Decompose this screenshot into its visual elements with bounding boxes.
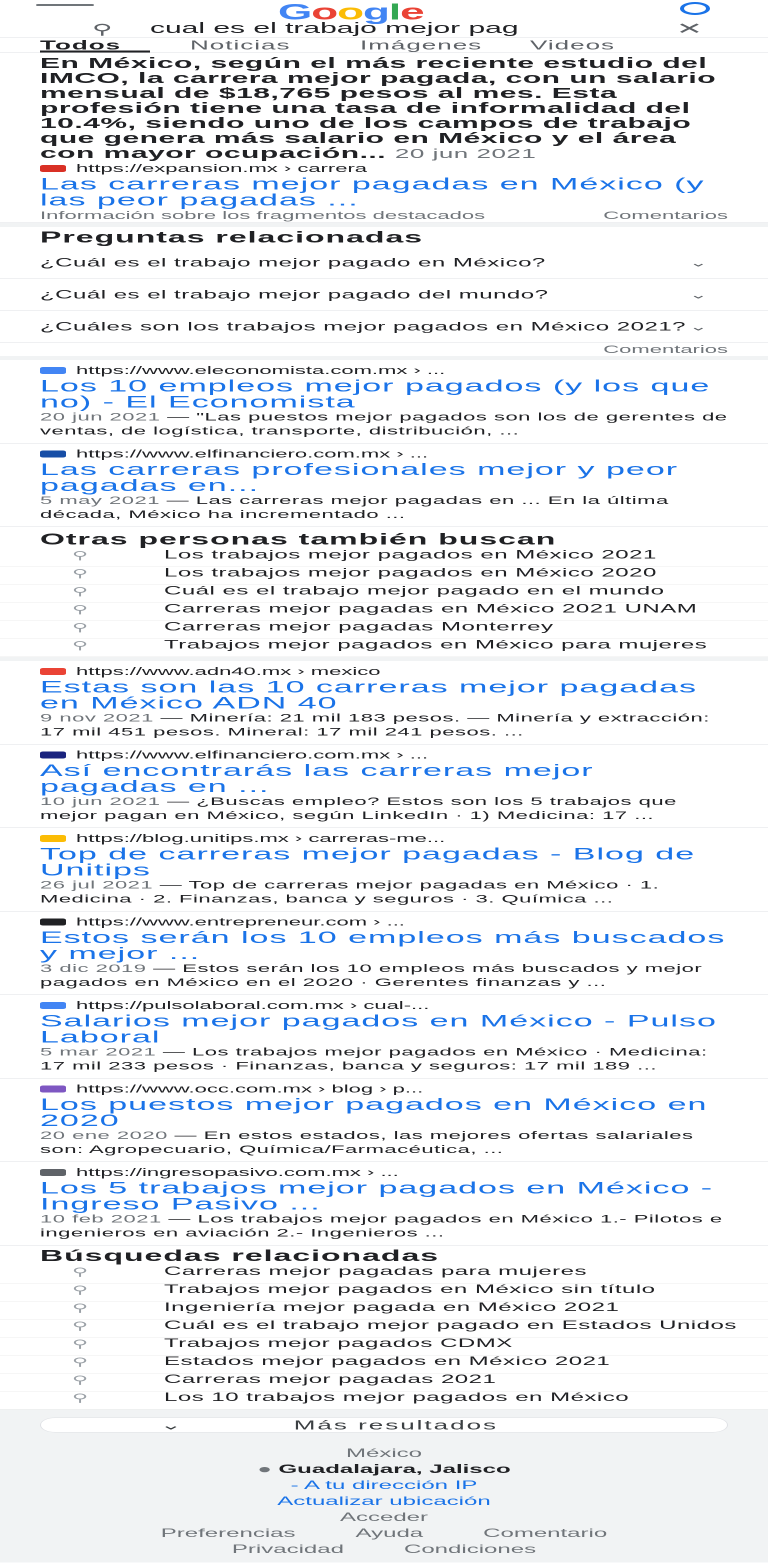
related-search-item[interactable]: ⚲ Estados mejor pagados en México 2021: [0, 1356, 768, 1374]
result-title[interactable]: Top de carreras mejor pagadas - Blog de Unitips: [40, 844, 696, 880]
related-search-item[interactable]: ⚲ Ingeniería mejor pagada en México 2021: [0, 1302, 768, 1320]
search-icon: ⚲: [72, 1283, 89, 1296]
result-url[interactable]: https://pulsolaboral.com.mx › cual-...: [40, 998, 728, 1013]
result-snippet: 20 ene 2020 — En estos estados, las mejores ofertas salariales son: Agropecuario, Química/Farmacéutica, ...: [40, 1129, 694, 1156]
footer-location: ● Guadalajara, Jalisco: [257, 1462, 511, 1476]
search-icon: ⚲: [72, 1301, 89, 1314]
featured-text: En México, según el más reciente estudio del IMCO, la carrera mejor pagada, con un salario mensual de $18,765 pesos al mes. Esta profesión tiene una tasa de informalidad del 10.4%, siendo uno de los campos de trabajo que genera más salario en México y el área con mayor ocupación... 20 jun 2021: [40, 55, 717, 162]
search-result: [0, 1162, 768, 1246]
chevron-down-icon: ⌄: [159, 1417, 184, 1433]
result-url[interactable]: https://www.eleconomista.com.mx › ...: [40, 363, 728, 378]
search-icon: ⚲: [72, 549, 89, 562]
search-icon: ⚲: [72, 585, 89, 598]
related-searches-heading: Búsquedas relacionadas: [40, 1246, 440, 1265]
search-input[interactable]: cual es el trabajo mejor pag: [150, 20, 519, 37]
people-search-item[interactable]: ⚲ Carreras mejor pagadas en México 2021 UNAM: [0, 603, 768, 621]
more-results-button[interactable]: ⌄ Más resultados: [40, 1418, 728, 1433]
people-search-item[interactable]: ⚲ Los trabajos mejor pagados en México 2020: [0, 567, 768, 585]
site-favicon: [40, 1002, 66, 1009]
result-title[interactable]: Estos serán los 10 empleos más buscados y mejor ...: [40, 928, 726, 963]
site-favicon: [40, 919, 66, 926]
related-search-item[interactable]: ⚲ Trabajos mejor pagados CDMX: [0, 1338, 768, 1356]
search-icon: ⚲: [72, 1373, 89, 1386]
tab-imagenes[interactable]: Imágenes: [360, 37, 483, 53]
location-dot-icon: ●: [257, 1462, 272, 1476]
footer-country: México: [345, 1446, 423, 1460]
tab-videos[interactable]: Videos: [530, 37, 616, 53]
search-bar[interactable]: [0, 17, 768, 38]
featured-title[interactable]: Las carreras mejor pagadas en México (y las peor pagadas ...: [40, 174, 705, 210]
related-question[interactable]: ¿Cuál es el trabajo mejor pagado del mundo? ⌄: [0, 279, 768, 311]
related-search-item[interactable]: ⚲ Cuál es el trabajo mejor pagado en Estados Unidos: [0, 1320, 768, 1338]
site-favicon: [40, 367, 66, 374]
search-icon: ⚲: [72, 1391, 89, 1404]
result-url[interactable]: https://blog.unitips.mx › carreras-me...: [40, 831, 728, 846]
account-icon[interactable]: [680, 2, 710, 15]
footer-link-preferences[interactable]: Preferencias: [160, 1526, 296, 1540]
search-icon: ⚲: [72, 1337, 89, 1350]
result-url[interactable]: https://www.elfinanciero.com.mx › ...: [40, 748, 728, 763]
result-title[interactable]: Salarios mejor pagados en México - Pulso Laboral: [40, 1011, 717, 1047]
questions-feedback[interactable]: Comentarios: [603, 343, 728, 356]
search-result: [0, 661, 768, 745]
site-favicon: [40, 668, 66, 675]
search-icon: ⚲: [72, 567, 89, 580]
header: [0, 0, 768, 25]
footer-links: [0, 1526, 768, 1542]
related-search-item[interactable]: ⚲ Los 10 trabajos mejor pagados en México: [0, 1392, 768, 1410]
site-favicon: [40, 451, 66, 458]
search-icon[interactable]: ⚲: [92, 21, 113, 37]
search-icon: ⚲: [72, 1265, 89, 1278]
more-results-wrap: [0, 1410, 768, 1441]
result-snippet: 5 mar 2021 — Los trabajos mejor pagados en México · Medicina: 17 mil 233 pesos · Finanzas, banca y seguros: 17 mil 189 ...: [40, 1045, 708, 1072]
search-result: [0, 1079, 768, 1163]
result-url[interactable]: https://www.adn40.mx › mexico: [40, 664, 728, 679]
related-search-item[interactable]: ⚲ Carreras mejor pagadas 2021: [0, 1374, 768, 1392]
related-questions-heading: Preguntas relacionadas: [40, 228, 424, 246]
result-title[interactable]: Estas son las 10 carreras mejor pagadas en México ADN 40: [40, 677, 697, 713]
footer-link-feedback[interactable]: Comentario: [483, 1526, 608, 1540]
search-icon: ⚲: [72, 621, 89, 634]
search-icon: ⚲: [72, 603, 89, 616]
chevron-down-icon: ⌄: [689, 320, 708, 333]
people-also-search-heading: Otras personas también buscan: [40, 530, 557, 548]
site-favicon: [40, 752, 66, 759]
footer-link-terms[interactable]: Condiciones: [403, 1542, 537, 1556]
menu-icon[interactable]: [36, 4, 94, 6]
result-title[interactable]: Los 10 empleos mejor pagados (y los que no) - El Economista: [40, 376, 711, 412]
result-snippet: 10 jun 2021 — ¿Buscas empleo? Estos son los 5 trabajos que mejor pagan en México, según LinkedIn · 1) Medicina: 17 ...: [40, 795, 677, 822]
search-result: [0, 995, 768, 1079]
related-question[interactable]: ¿Cuáles son los trabajos mejor pagados en México 2021? ⌄: [0, 311, 768, 343]
footer-links: [0, 1542, 768, 1558]
search-icon: ⚲: [72, 639, 89, 652]
result-title[interactable]: Los puestos mejor pagados en México en 2020: [40, 1095, 708, 1130]
result-snippet: 5 may 2021 — Las carreras mejor pagadas en ... En la última década, México ha incrementado ...: [40, 494, 669, 521]
people-search-item[interactable]: ⚲ Los trabajos mejor pagados en México 2021: [0, 549, 768, 567]
search-result: [0, 360, 768, 444]
footer: [0, 1441, 768, 1563]
update-location-link[interactable]: Actualizar ubicación: [277, 1494, 491, 1508]
site-favicon: [40, 1086, 66, 1093]
featured-source[interactable]: https://expansion.mx › carrera: [40, 161, 728, 176]
search-result: [0, 912, 768, 996]
chevron-down-icon: ⌄: [689, 288, 708, 301]
site-favicon: [40, 835, 66, 842]
search-result: [0, 745, 768, 829]
search-tabs: [0, 38, 768, 53]
signin-link[interactable]: Acceder: [339, 1510, 429, 1524]
featured-comments[interactable]: Comentarios: [603, 208, 728, 222]
location-note[interactable]: - A tu dirección IP: [290, 1478, 478, 1492]
clear-icon[interactable]: ✕: [676, 19, 703, 38]
tab-todos[interactable]: Todos: [40, 38, 150, 53]
related-search-item[interactable]: ⚲ Trabajos mejor pagados en México sin título: [0, 1284, 768, 1302]
result-title[interactable]: Así encontrarás las carreras mejor pagadas en ...: [40, 761, 594, 796]
result-snippet: 9 nov 2021 — Minería: 21 mil 183 pesos. — Minería y extracción: 17 mil 451 pesos. Mineral: 17 mil 241 pesos. ...: [40, 711, 710, 738]
tab-noticias[interactable]: Noticias: [190, 37, 291, 53]
search-result: [0, 444, 768, 528]
site-favicon: [40, 1169, 66, 1176]
related-search-item[interactable]: ⚲ Carreras mejor pagadas para mujeres: [0, 1266, 768, 1284]
search-icon: ⚲: [72, 1355, 89, 1368]
people-search-item[interactable]: ⚲ Trabajos mejor pagados en México para mujeres: [0, 639, 768, 657]
google-logo[interactable]: Google: [278, 0, 424, 25]
result-snippet: 26 jul 2021 — Top de carreras mejor pagadas en México · 1. Medicina · 2. Finanzas, banca y seguros · 3. Química ...: [40, 878, 660, 905]
chevron-down-icon: ⌄: [689, 256, 708, 269]
result-snippet: 20 jun 2021 — "Las puestos mejor pagados son los de gerentes de ventas, de logística, transporte, distribución, ...: [40, 410, 728, 437]
search-result: [0, 828, 768, 912]
featured-info: [0, 208, 768, 223]
related-question[interactable]: ¿Cuál es el trabajo mejor pagado en México? ⌄: [0, 247, 768, 279]
result-snippet: 3 dic 2019 — Estos serán los 10 empleos más buscados y mejor pagados en México en el 2020 · Gerentes finanzas y ...: [40, 962, 703, 989]
result-title[interactable]: Las carreras profesionales mejor y peor pagadas en...: [40, 460, 679, 495]
search-icon: ⚲: [72, 1319, 89, 1332]
people-search-item[interactable]: ⚲ Carreras mejor pagadas Monterrey: [0, 621, 768, 639]
featured-info-link[interactable]: Información sobre los fragmentos destacados: [40, 208, 486, 222]
people-search-item[interactable]: ⚲ Cuál es el trabajo mejor pagado en el mundo: [0, 585, 768, 603]
result-url[interactable]: https://www.entrepreneur.com › ...: [40, 915, 728, 930]
result-title[interactable]: Los 5 trabajos mejor pagados en México - Ingreso Pasivo ...: [40, 1178, 714, 1214]
featured-snippet: [0, 53, 768, 208]
result-url[interactable]: https://www.occ.com.mx › blog › p...: [40, 1082, 728, 1097]
result-snippet: 10 feb 2021 — Los trabajos mejor pagados en México 1.- Pilotos e ingenieros en aviación 2.- Ingenieros ...: [40, 1212, 723, 1239]
result-url[interactable]: https://www.elfinanciero.com.mx › ...: [40, 447, 728, 462]
result-url[interactable]: https://ingresopasivo.com.mx › ...: [40, 1165, 728, 1180]
site-favicon: [40, 165, 66, 172]
footer-link-help[interactable]: Ayuda: [355, 1526, 424, 1540]
footer-link-privacy[interactable]: Privacidad: [231, 1542, 344, 1556]
